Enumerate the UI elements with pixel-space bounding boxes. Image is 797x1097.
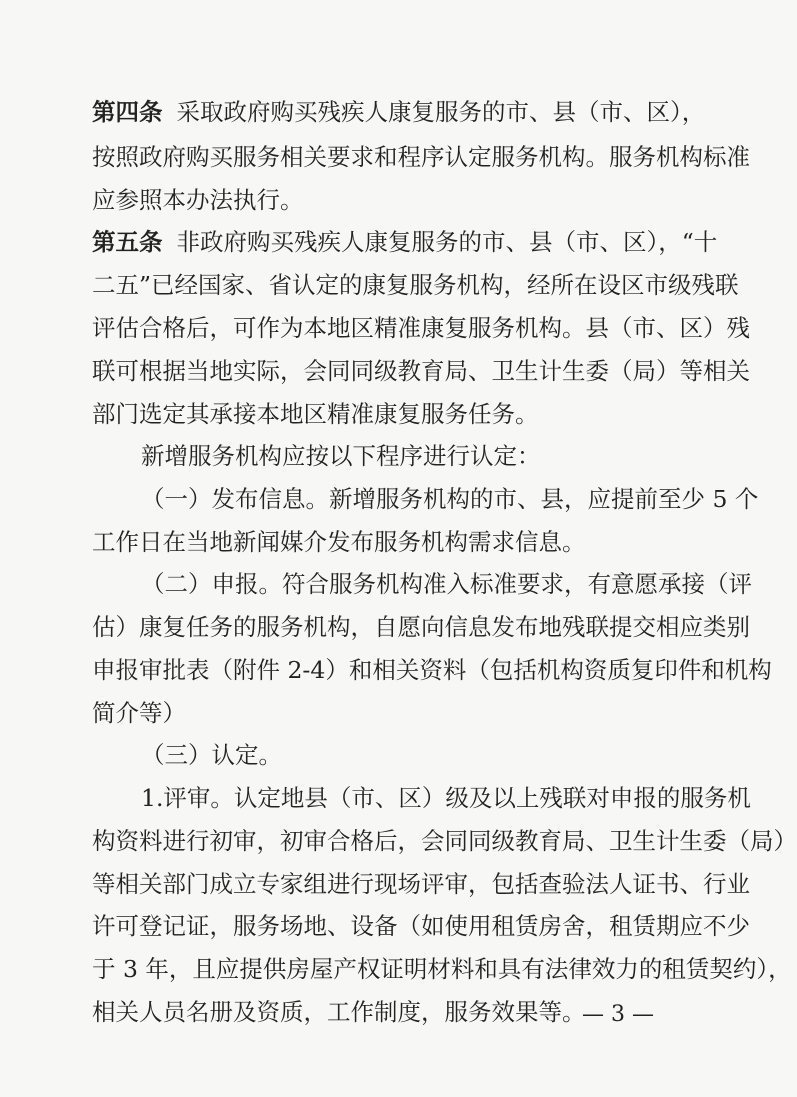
text-line: 申报审批表（附件 2-4）和相关资料（包括机构资质复印件和机构 [92,656,772,684]
text-line: 相关人员名册及资质，工作制度，服务效果等。 [92,998,586,1026]
text-line: 二五”已经国家、省认定的康复服务机构，经所在设区市级残联 [92,271,739,299]
text-line: 联可根据当地实际，会同同级教育局、卫生计生委（局）等相关 [92,357,750,385]
text-line: 1.评审。认定地县（市、区）级及以上残联对申报的服务机 [141,784,751,812]
article-heading: 第四条 [92,98,163,126]
text-line: 新增服务机构应按以下程序进行认定： [141,442,541,470]
text-line: 部门选定其承接本地区精准康复服务任务。 [92,400,539,428]
text-line: 等相关部门成立专家组进行现场评审，包括查验法人证书、行业 [92,870,750,898]
text-line: 构资料进行初审，初审合格后，会同同级教育局、卫生计生委（局） [92,827,797,855]
text-line: 于 3 年，且应提供房屋产权证明材料和具有法律效力的租赁契约）， [92,955,792,983]
text-line: （三）认定。 [141,741,282,769]
page-number: — 3 — [582,1002,654,1027]
text-line: 估）康复任务的服务机构，自愿向信息发布地残联提交相应类别 [92,613,750,641]
line-text: 采取政府购买残疾人康复服务的市、县（市、区）， [176,98,706,126]
text-line: （二）申报。符合服务机构准入标准要求，有意愿承接（评 [141,570,752,598]
text-line: 应参照本办法执行。 [92,186,304,214]
article-heading: 第五条 [92,228,163,256]
text-line: 许可登记证，服务场地、设备（如使用租赁房舍，租赁期应不少 [92,912,750,940]
line-text: 非政府购买残疾人康复服务的市、县（市、区），“十 [176,228,718,256]
text-line [92,228,718,256]
text-line: 简介等） [92,699,186,727]
text-line: 工作日在当地新闻媒介发布服务机构需求信息。 [92,528,586,556]
text-line: 按照政府购买服务相关要求和程序认定服务机构。服务机构标准 [92,143,750,171]
text-line [92,98,706,126]
text-line: 评估合格后，可作为本地区精准康复服务机构。县（市、区）残 [92,314,750,342]
text-line: （一）发布信息。新增服务机构的市、县，应提前至少 5 个 [141,485,759,513]
